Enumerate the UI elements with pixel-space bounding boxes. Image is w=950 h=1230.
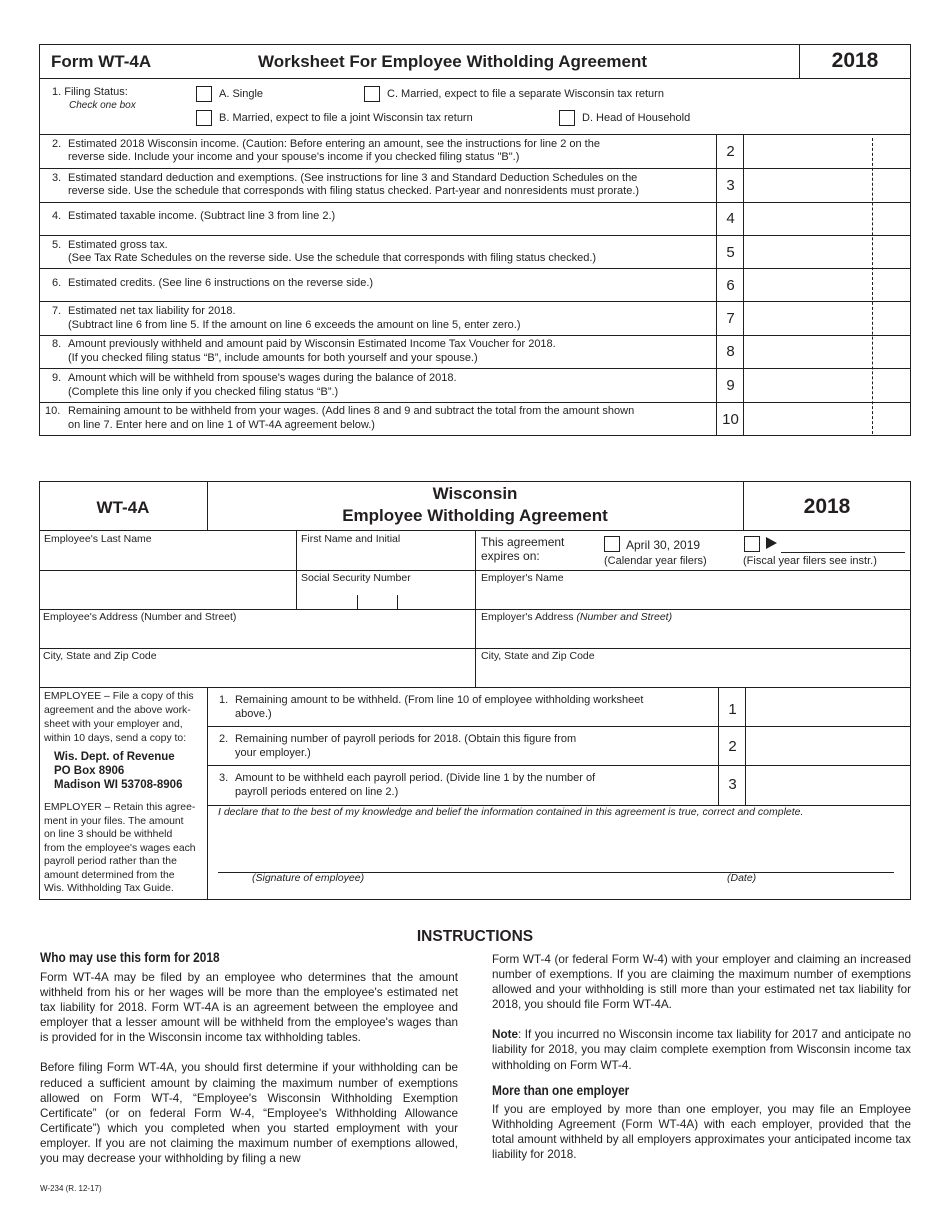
worksheet-line-number: 8. [52, 338, 62, 350]
employee-address-field[interactable] [40, 624, 474, 647]
employer-name-label: Employer's Name [481, 572, 564, 584]
employer-note-line: Wis. Withholding Tax Guide. [44, 883, 174, 894]
employee-note-line: EMPLOYEE – File a copy of this [44, 691, 194, 702]
filing-status-a-checkbox[interactable] [196, 86, 212, 102]
agreement-line-box-number: 1 [728, 701, 737, 718]
worksheet-line-box-number: 3 [726, 177, 735, 194]
worksheet-line-text: (Subtract line 6 from line 5. If the amount on line 6 exceeds the amount on line 5, enter zero.) [68, 319, 521, 331]
last-name-label: Employee's Last Name [44, 533, 152, 545]
filing-status-hint: Check one box [69, 100, 136, 111]
employer-note-line: EMPLOYER – Retain this agree- [44, 802, 196, 813]
employer-address-field[interactable] [476, 624, 910, 647]
agreement-line-text: payroll periods entered on line 2.) [235, 786, 399, 798]
mailing-address [54, 750, 182, 792]
worksheet-line-text: Amount which will be withheld from spouse's wages during the balance of 2018. [68, 372, 457, 384]
worksheet-line-8-amount[interactable] [744, 336, 910, 367]
employer-note-line: amount determined from the [44, 869, 175, 881]
filing-status-b-checkbox[interactable] [196, 110, 212, 126]
employer-city-field[interactable] [476, 663, 910, 686]
date-label: (Date) [727, 872, 757, 884]
worksheet-header-divider [39, 78, 911, 79]
agreement-form-label: WT-4A [96, 498, 150, 517]
employer-address-label-text: Employer's Address [481, 611, 574, 623]
employer-note-line: on line 3 should be withheld [44, 829, 173, 840]
arrow-right-icon [766, 537, 777, 549]
note-text: : If you incurred no Wisconsin income tax liability for 2017 and anticipate no liability for 2018, you may claim complete exemption from Wisconsin income tax withholding on Form WT-4. [492, 1028, 911, 1072]
signature-label: (Signature of employee) [252, 872, 365, 884]
filing-status-d-checkbox[interactable] [559, 110, 575, 126]
agreement-line-text: Remaining number of payroll periods for 2018. (Obtain this figure from [235, 733, 577, 745]
employee-extra-name-space[interactable] [40, 571, 295, 608]
worksheet-line-box-number: 9 [726, 377, 735, 394]
filing-status-b-label: B. Married, expect to file a joint Wisconsin tax return [219, 112, 473, 124]
ssn-label: Social Security Number [301, 572, 411, 584]
employee-note-line: agreement and the above work- [44, 705, 191, 716]
calendar-year-checkbox[interactable] [604, 536, 620, 552]
worksheet-line-box-number: 10 [722, 411, 739, 428]
filing-status-c-label: C. Married, expect to file a separate Wisconsin tax return [387, 88, 664, 100]
ssn-field[interactable] [297, 585, 474, 608]
worksheet-line-2-amount[interactable] [744, 135, 910, 167]
worksheet-line-text: reverse side. Include your income and your spouse's income if you checked filing status "B".) [68, 151, 520, 163]
instructions-column-right [492, 952, 911, 1073]
worksheet-line-6-amount[interactable] [744, 269, 910, 300]
worksheet-line-number: 7. [52, 305, 62, 317]
worksheet-line-5-amount[interactable] [744, 236, 910, 267]
worksheet-line-text: (Complete this line only if you checked filing status “B”.) [68, 386, 339, 398]
worksheet-line-box-number: 6 [726, 277, 735, 294]
who-may-use-heading: Who may use this form for 2018 [40, 950, 220, 965]
worksheet-line-number: 10. [45, 405, 61, 417]
agreement-line-box-number: 2 [728, 738, 737, 755]
employee-address-label: Employee's Address (Number and Street) [43, 611, 237, 623]
employee-note-line: sheet with your employer and, [44, 719, 183, 730]
filing-status-c-checkbox[interactable] [364, 86, 380, 102]
agreement-grid-line [39, 609, 911, 610]
agreement-line-number: 2. [219, 733, 229, 745]
employee-city-label: City, State and Zip Code [43, 650, 157, 662]
filing-status-a-label: A. Single [219, 88, 264, 100]
declaration-text: I declare that to the best of my knowledge and belief the information contained in this agreement is true, correct and complete. [218, 806, 804, 818]
worksheet-line-text: Estimated standard deduction and exemptions. (See instructions for line 3 and Standard Deduction Schedules on the [68, 172, 638, 184]
worksheet-line-text: Estimated net tax liability for 2018. [68, 305, 236, 317]
worksheet-line-number: 3. [52, 172, 62, 184]
calendar-year-note: (Calendar year filers) [604, 555, 707, 567]
more-than-one-employer-text: If you are employed by more than one employer, you may file an Employee Withholding Agreement (Form WT-4A) with each employer, provided that the total amount withheld by all employers approximates your anticipated income tax liability for 2018. [492, 1103, 911, 1162]
last-name-field[interactable] [40, 545, 295, 569]
employee-note-line: within 10 days, send a copy to: [44, 733, 187, 744]
mailing-address-line: Madison WI 53708-8906 [54, 779, 183, 791]
agreement-line-text: your employer.) [235, 747, 311, 759]
who-may-use-paragraph-2: Before filing Form WT-4A, you should first determine if your withholding can be reduced a sufficient amount by claiming the maximum number of exemptions allowed on Form WT-4, “Employee's Wisconsin Withholding Exemption Certificate” (or on federal Form W-4, “Employee's Withholding Allowance Certificate”) which you completed when you started employment with your employer. If you are not claiming the maximum number of exemptions allowed, you may decrease your withholding by filing a new [40, 1061, 458, 1166]
form-code: W-234 (R. 12-17) [40, 1184, 102, 1193]
note-label: Note [492, 1028, 518, 1042]
agreement-line-text: above.) [235, 708, 272, 720]
agreement-line-box-number: 3 [728, 776, 737, 793]
employee-note [44, 690, 194, 746]
fiscal-year-checkbox[interactable] [744, 536, 760, 552]
employer-name-field[interactable] [476, 585, 910, 608]
employer-address-hint: (Number and Street) [576, 611, 673, 623]
agreement-title-line2: Employee Witholding Agreement [342, 506, 608, 525]
expires-date: April 30, 2019 [626, 538, 701, 552]
worksheet-line-box-number: 8 [726, 343, 735, 360]
employer-note-line: payroll period rather than the [44, 856, 177, 867]
agreement-sidebar-divider [207, 687, 208, 900]
worksheet-line-7-amount[interactable] [744, 302, 910, 334]
worksheet-line-text: Remaining amount to be withheld from your wages. (Add lines 8 and 9 and subtract the total from the amount shown [68, 405, 635, 417]
filing-status-label: 1. Filing Status: [52, 86, 128, 98]
agreement-line-number: 1. [219, 694, 229, 706]
mailing-address-line: Wis. Dept. of Revenue [54, 751, 175, 763]
worksheet-line-text: Amount previously withheld and amount paid by Wisconsin Estimated Income Tax Voucher for 2018. [68, 338, 556, 350]
fiscal-year-note: (Fiscal year filers see instr.) [743, 555, 877, 567]
signature-field[interactable] [218, 822, 894, 872]
agreement-line-3-amount[interactable] [746, 766, 910, 804]
worksheet-line-10-amount[interactable] [744, 403, 910, 435]
worksheet-line-3-amount[interactable] [744, 169, 910, 201]
worksheet-line-text: Estimated credits. (See line 6 instructions on the reverse side.) [68, 277, 374, 289]
agreement-title-line1: Wisconsin [432, 484, 518, 503]
first-name-label: First Name and Initial [301, 533, 401, 545]
agreement-line-1-amount[interactable] [746, 688, 910, 725]
worksheet-line-text: Estimated gross tax. [68, 239, 168, 251]
instructions-heading: INSTRUCTIONS [416, 928, 534, 945]
worksheet-line-text: reverse side. Use the schedule that corresponds with filing status checked. Part-year and nonresidents must prorate.) [68, 185, 640, 197]
filing-status-d-label: D. Head of Household [582, 112, 691, 124]
more-than-one-employer-heading: More than one employer [492, 1083, 630, 1098]
employer-address-label [481, 611, 672, 624]
mailing-address-line: PO Box 8906 [54, 765, 125, 777]
worksheet-line-number: 6. [52, 277, 62, 289]
instructions-continued-paragraph: Form WT-4 (or federal Form W-4) with your employer and claiming an increased number of exemptions. If you are claiming the maximum number of exemptions allowed and your withholding is still more than your estimated net tax liability for 2018, you should file Form WT-4A. [492, 953, 911, 1012]
worksheet-line-box-number: 2 [726, 143, 735, 160]
employee-city-field[interactable] [40, 663, 474, 686]
worksheet-line-box-number: 7 [726, 310, 735, 327]
worksheet-line-box-number: 5 [726, 244, 735, 261]
worksheet-line-number: 9. [52, 372, 62, 384]
worksheet-line-text: on line 7. Enter here and on line 1 of WT-4A agreement below.) [68, 419, 375, 431]
worksheet-line-number: 2. [52, 138, 62, 150]
employer-note-line: from the employee's wages each [44, 842, 196, 854]
first-name-field[interactable] [297, 545, 474, 569]
worksheet-line-text: Estimated taxable income. (Subtract line 3 from line 2.) [68, 210, 336, 222]
worksheet-title: Worksheet For Employee Witholding Agreement [258, 52, 648, 71]
worksheet-line-9-amount[interactable] [744, 369, 910, 401]
employer-note-line: ment in your files. The amount [44, 815, 184, 827]
expires-label: This agreement [481, 535, 565, 549]
worksheet-line-number: 4. [52, 210, 62, 222]
who-may-use-paragraph-1: Form WT-4A may be filed by an employee who determines that the amount withheld from his or her wages will be more than the employee's estimated net tax liability for 2018. Form WT-4A is an agreement between the employee and employer that a lesser amount will be withheld from the employee's wages than is provided for in the Wisconsin income tax withholding tables. [40, 971, 458, 1045]
worksheet-line-text: (If you checked filing status “B”, include amounts for both yourself and your spouse.) [68, 352, 478, 364]
worksheet-line-4-amount[interactable] [744, 203, 910, 234]
agreement-line-text: Amount to be withheld each payroll period. (Divide line 1 by the number of [235, 772, 596, 784]
fiscal-year-date-line[interactable] [781, 552, 905, 553]
worksheet-year: 2018 [831, 49, 879, 72]
employer-city-label: City, State and Zip Code [481, 650, 595, 662]
agreement-line-2-amount[interactable] [746, 727, 910, 764]
instructions-note-paragraph [492, 1027, 911, 1072]
worksheet-line-text: (See Tax Rate Schedules on the reverse side. Use the schedule that corresponds with filing status checked.) [68, 252, 597, 264]
agreement-line-text: Remaining amount to be withheld. (From line 10 of employee withholding worksheet [235, 694, 644, 706]
agreement-grid-line [39, 648, 911, 649]
agreement-line-number: 3. [219, 772, 229, 784]
worksheet-line-number: 5. [52, 239, 62, 251]
worksheet-line-box-number: 4 [726, 210, 735, 227]
worksheet-form-label: Form WT-4A [51, 52, 152, 71]
employer-note [44, 801, 196, 896]
instructions-column-left [40, 970, 458, 1166]
agreement-year: 2018 [803, 495, 851, 518]
worksheet-line-text: Estimated 2018 Wisconsin income. (Caution: Before entering an amount, see the instructions for line 2 on the [68, 138, 600, 150]
expires-label: expires on: [481, 549, 540, 563]
agreement-grid-line [475, 570, 911, 571]
